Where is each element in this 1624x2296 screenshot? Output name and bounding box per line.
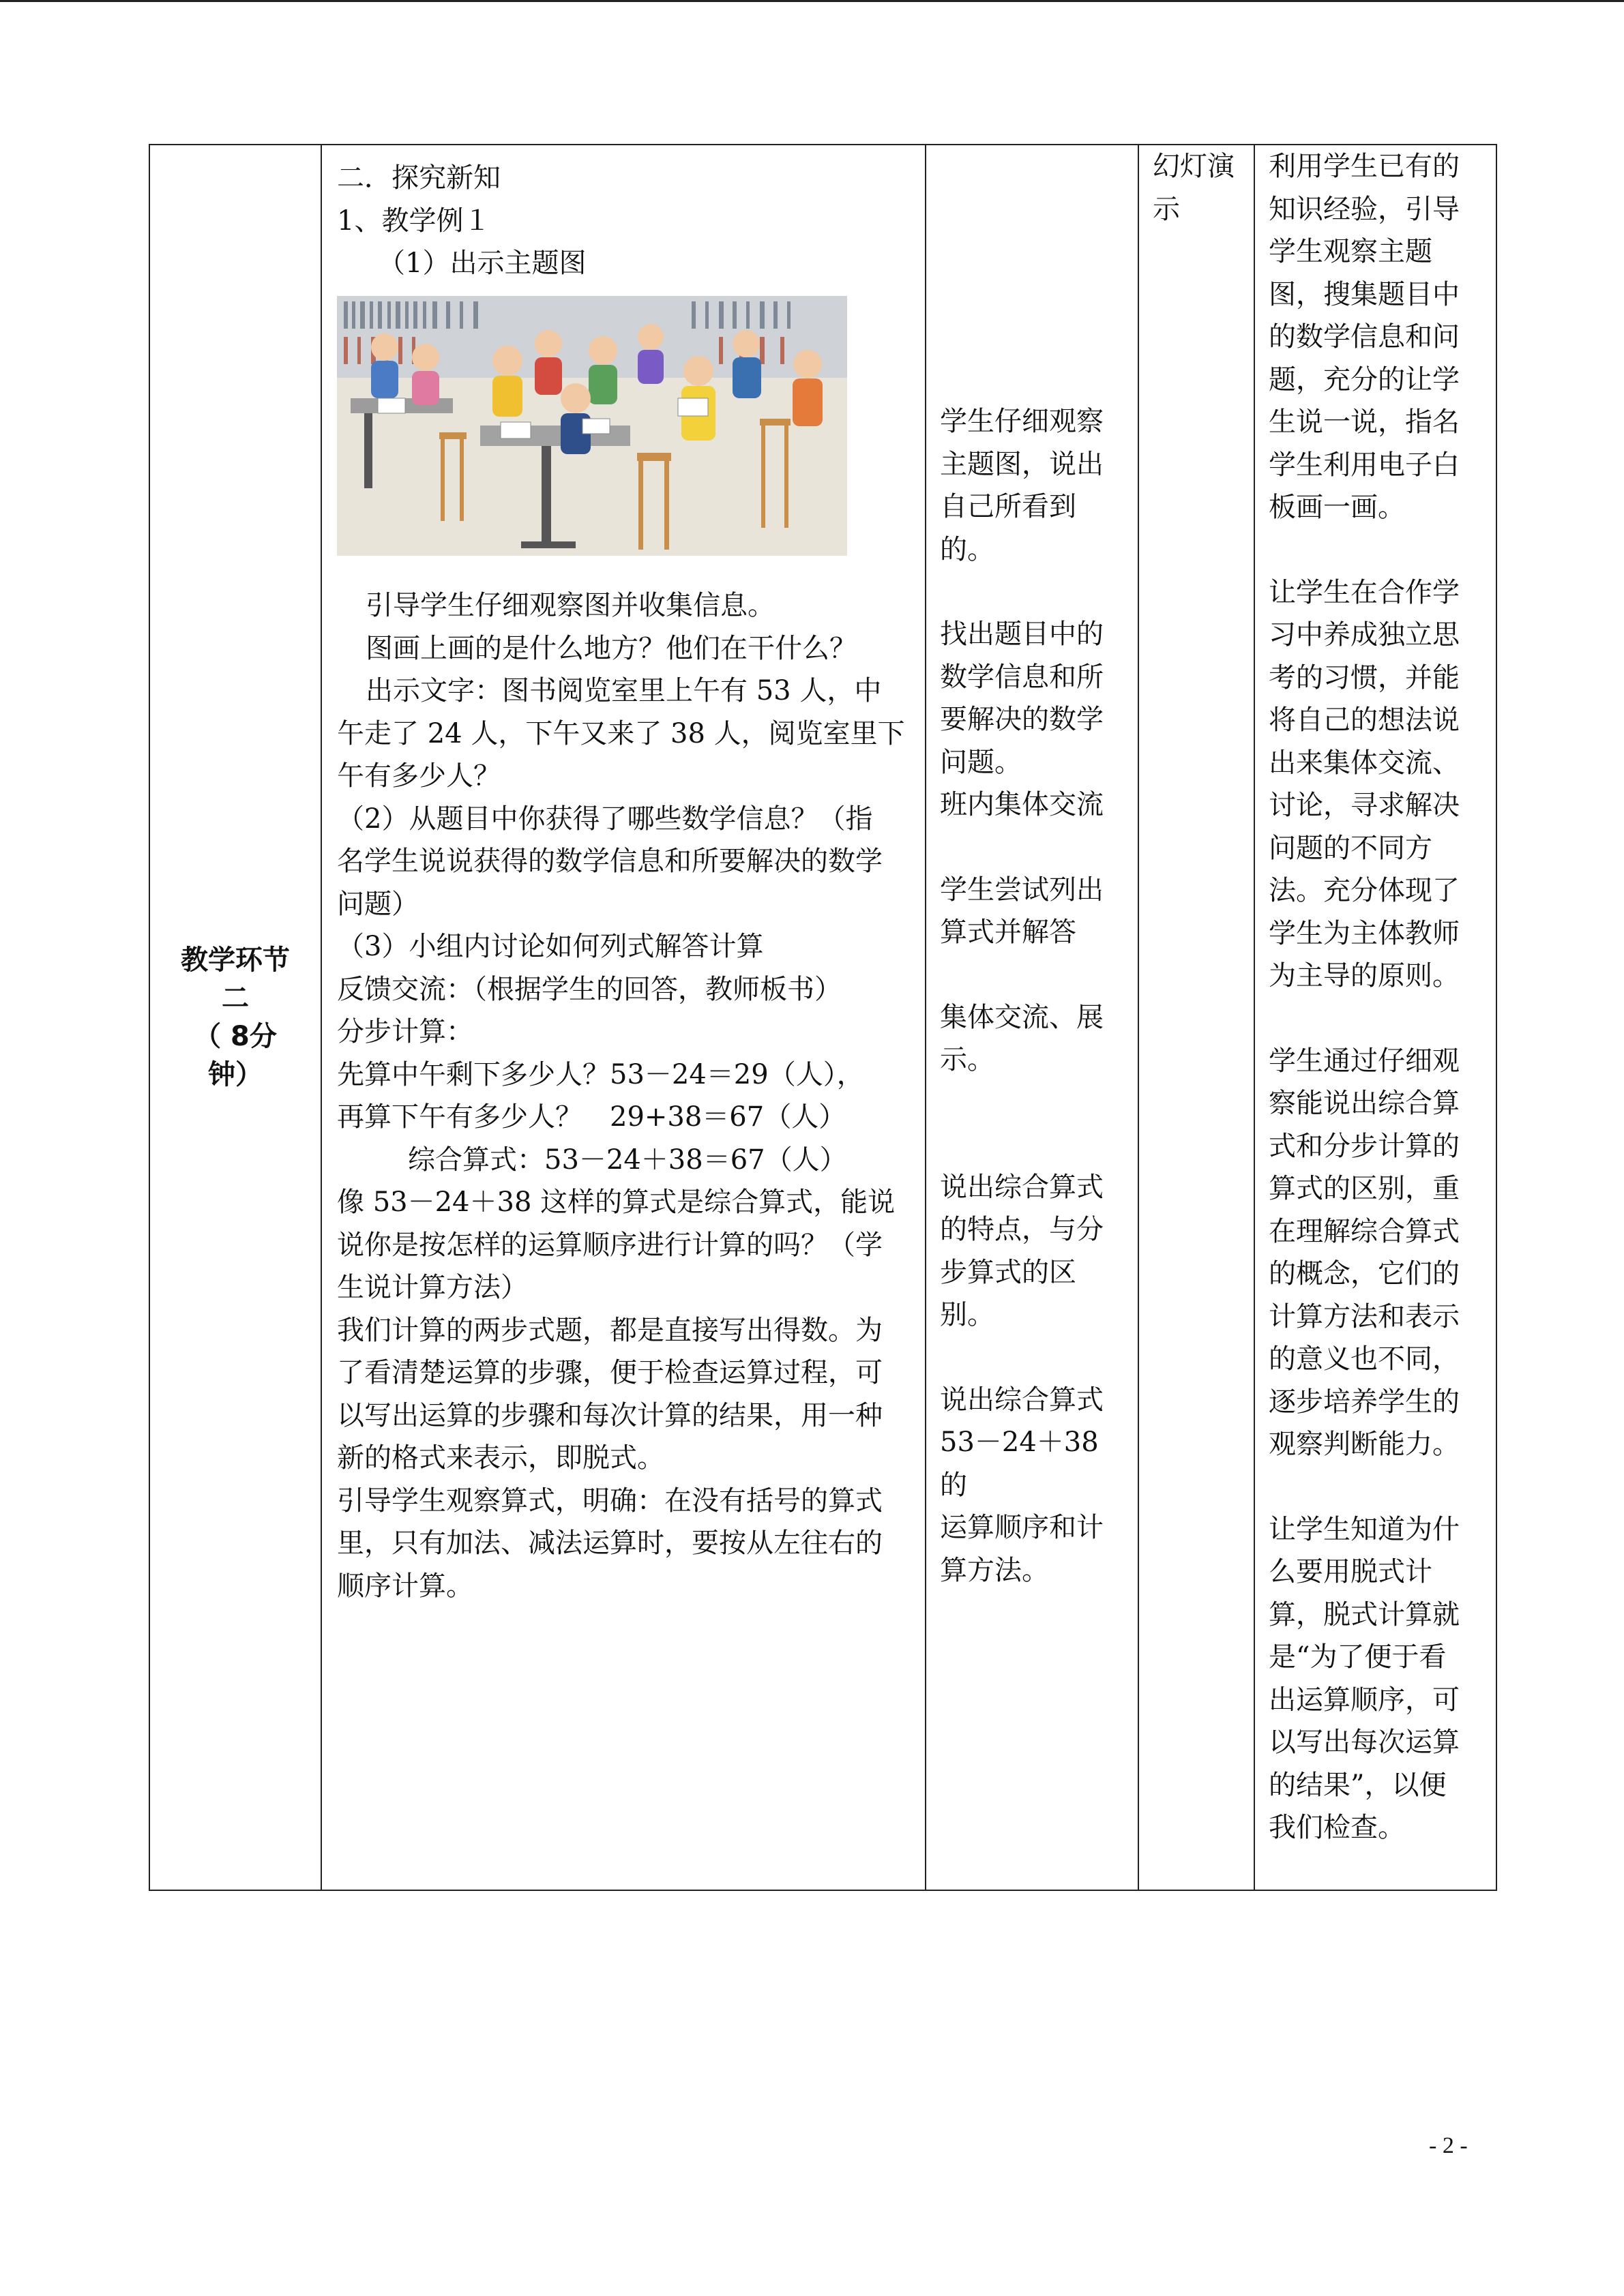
student-text: 集体交流、展 xyxy=(940,1001,1104,1033)
explanation-text: 以写出运算的步骤和每次计算的结果，用一种 xyxy=(337,1399,883,1431)
student-text: 算方法。 xyxy=(940,1554,1049,1586)
intent-text: 让学生知道为什 xyxy=(1269,1513,1460,1545)
stage-label xyxy=(150,941,321,1094)
problem-text: 出示文字：图书阅览室里上午有 53 人，中 xyxy=(366,675,882,706)
intent-text: 生说一说，指名 xyxy=(1269,406,1460,438)
intent-text: 式和分步计算的 xyxy=(1269,1130,1460,1162)
intent-text: 学生为主体教师 xyxy=(1269,917,1460,949)
student-text: 运算顺序和计 xyxy=(940,1512,1104,1543)
intent-text: 我们检查。 xyxy=(1269,1812,1405,1843)
intent-text: 知识经验，引导 xyxy=(1269,193,1460,225)
calc-line: 先算中午剩下多少人？53－24＝29（人）， xyxy=(337,1058,864,1090)
step-1: （1）出示主题图 xyxy=(378,248,587,279)
student-text: 步算式的区 xyxy=(940,1256,1076,1288)
student-text: 自己所看到 xyxy=(940,491,1076,522)
intent-text: 察能说出综合算 xyxy=(1269,1088,1460,1119)
student-text: 别。 xyxy=(940,1299,994,1330)
explanation-text: 像 53－24＋38 这样的算式是综合算式，能说 xyxy=(337,1187,896,1218)
explanation-text: 了看清楚运算的步骤，便于检查运算过程，可 xyxy=(337,1357,883,1388)
intent-text: 是“为了便于看 xyxy=(1269,1641,1447,1673)
intent-text: 题，充分的让学 xyxy=(1269,363,1460,396)
explanation-text: 新的格式来表示，即脱式。 xyxy=(337,1442,664,1474)
intent-text: 逐步培养学生的 xyxy=(1269,1386,1460,1418)
student-text: 数学信息和所 xyxy=(940,661,1104,693)
stage-line: 二 xyxy=(222,983,249,1014)
intent-text: 板画一画。 xyxy=(1269,492,1405,523)
intent-text: 学生利用电子白 xyxy=(1269,449,1460,481)
intent-text: 考的习惯，并能 xyxy=(1269,661,1460,694)
design-intent xyxy=(1255,145,1496,1849)
design-intent-cell xyxy=(1254,145,1496,1890)
student-activity-cell xyxy=(926,145,1138,1890)
intent-text: 的概念，它们的 xyxy=(1269,1258,1460,1289)
combined-formula: 综合算式：53－24＋38＝67（人） xyxy=(408,1144,847,1176)
intent-text: 以写出每次运算 xyxy=(1269,1727,1460,1758)
intent-text: 的数学信息和问 xyxy=(1269,321,1460,353)
explanation-text: 里，只有加法、减法运算时，要按从左往右的 xyxy=(337,1527,883,1559)
intent-text: 让学生在合作学 xyxy=(1269,576,1460,608)
step-2: 问题） xyxy=(337,888,419,920)
explanation-text: 我们计算的两步式题，都是直接写出得数。为 xyxy=(337,1314,883,1346)
problem-text: 午有多少人？ xyxy=(337,760,501,792)
intent-text: 学生通过仔细观 xyxy=(1269,1045,1460,1077)
student-text: 的特点，与分 xyxy=(940,1214,1104,1245)
student-text: 要解决的数学 xyxy=(940,704,1104,735)
student-text: 说出综合算式 xyxy=(940,1384,1104,1416)
step-3: （3）小组内讨论如何列式解答计算 xyxy=(337,931,764,962)
intent-text: 利用学生已有的 xyxy=(1269,151,1460,182)
student-text: 问题。 xyxy=(940,746,1022,778)
guide-text: 引导学生仔细观察图并收集信息。 xyxy=(366,590,775,621)
intent-text: 算式的区别，重 xyxy=(1269,1173,1460,1204)
teacher-activity xyxy=(322,145,925,1607)
calc-line: 再算下午有多少人？ 29+38＝67（人） xyxy=(337,1101,846,1133)
student-text: 53－24＋38 的 xyxy=(940,1427,1099,1501)
intent-text: 为主导的原则。 xyxy=(1269,960,1460,992)
intent-text: 图，搜集题目中 xyxy=(1269,278,1460,310)
explanation-text: 顺序计算。 xyxy=(337,1570,473,1602)
intent-text: 出来集体交流、 xyxy=(1269,747,1460,779)
explanation-text: 说你是按怎样的运算顺序进行计算的吗？（学 xyxy=(337,1229,883,1261)
media xyxy=(1139,145,1254,230)
intent-text: 在理解综合算式 xyxy=(1269,1215,1460,1247)
intent-text: 观察判断能力。 xyxy=(1269,1429,1460,1460)
stage-line: 教学环节 xyxy=(181,944,290,976)
intent-text: 法。充分体现了 xyxy=(1269,875,1460,906)
student-text: 班内集体交流 xyxy=(940,789,1104,820)
intent-text: 问题的不同方 xyxy=(1269,832,1432,864)
page-number: - 2 - xyxy=(1429,2133,1468,2158)
explanation-text: 生说计算方法） xyxy=(337,1272,528,1303)
stage-cell xyxy=(149,145,321,1890)
student-text: 示。 xyxy=(940,1044,994,1075)
step-2: （2）从题目中你获得了哪些数学信息？（指 xyxy=(337,803,873,835)
guide-question: 图画上画的是什么地方？他们在干什么？ xyxy=(366,632,857,664)
intent-text: 么要用脱式计 xyxy=(1269,1556,1432,1587)
intent-text: 的结果”，以便 xyxy=(1269,1769,1447,1801)
student-text: 说出综合算式 xyxy=(940,1171,1104,1203)
media-text: 示 xyxy=(1153,193,1180,225)
student-text: 算式并解答 xyxy=(940,916,1076,948)
intent-text: 计算方法和表示 xyxy=(1269,1300,1460,1332)
student-text: 主题图，说出 xyxy=(940,448,1104,480)
theme-illustration xyxy=(337,296,847,556)
example-title: 1、教学例１ xyxy=(337,205,491,237)
feedback-text: 反馈交流：（根据学生的回答，教师板书） xyxy=(337,973,842,1005)
intent-text: 学生观察主题 xyxy=(1269,236,1432,267)
step-2: 名学生说说获得的数学信息和所要解决的数学 xyxy=(337,846,883,877)
section-heading: 二．探究新知 xyxy=(337,162,501,194)
table-row xyxy=(149,145,1496,1890)
media-text: 幻灯演 xyxy=(1153,151,1235,182)
lesson-plan-table xyxy=(149,144,1497,1891)
problem-text: 午走了 24 人，下午又来了 38 人，阅览室里下 xyxy=(337,717,905,749)
intent-text: 算，脱式计算就 xyxy=(1269,1598,1460,1630)
student-text: 找出题目中的 xyxy=(940,618,1104,650)
student-activity xyxy=(926,145,1138,1592)
top-border-line xyxy=(0,0,1624,2)
stage-duration-unit: 钟） xyxy=(208,1059,263,1090)
intent-text: 将自己的想法说 xyxy=(1269,704,1460,736)
student-text: 学生尝试列出 xyxy=(940,874,1104,906)
stage-duration: （ 8分 xyxy=(194,1021,277,1052)
media-cell xyxy=(1138,145,1254,1890)
teacher-activity-cell xyxy=(321,145,926,1890)
intent-text: 讨论，寻求解决 xyxy=(1269,790,1460,821)
student-text: 的。 xyxy=(940,533,994,565)
student-text: 学生仔细观察 xyxy=(940,406,1104,437)
intent-text: 出运算顺序，可 xyxy=(1269,1684,1460,1716)
explanation-text: 引导学生观察算式，明确：在没有括号的算式 xyxy=(337,1485,883,1517)
stepwise-label: 分步计算： xyxy=(337,1016,473,1047)
intent-text: 习中养成独立思 xyxy=(1269,619,1460,651)
intent-text: 的意义也不同， xyxy=(1269,1343,1460,1375)
